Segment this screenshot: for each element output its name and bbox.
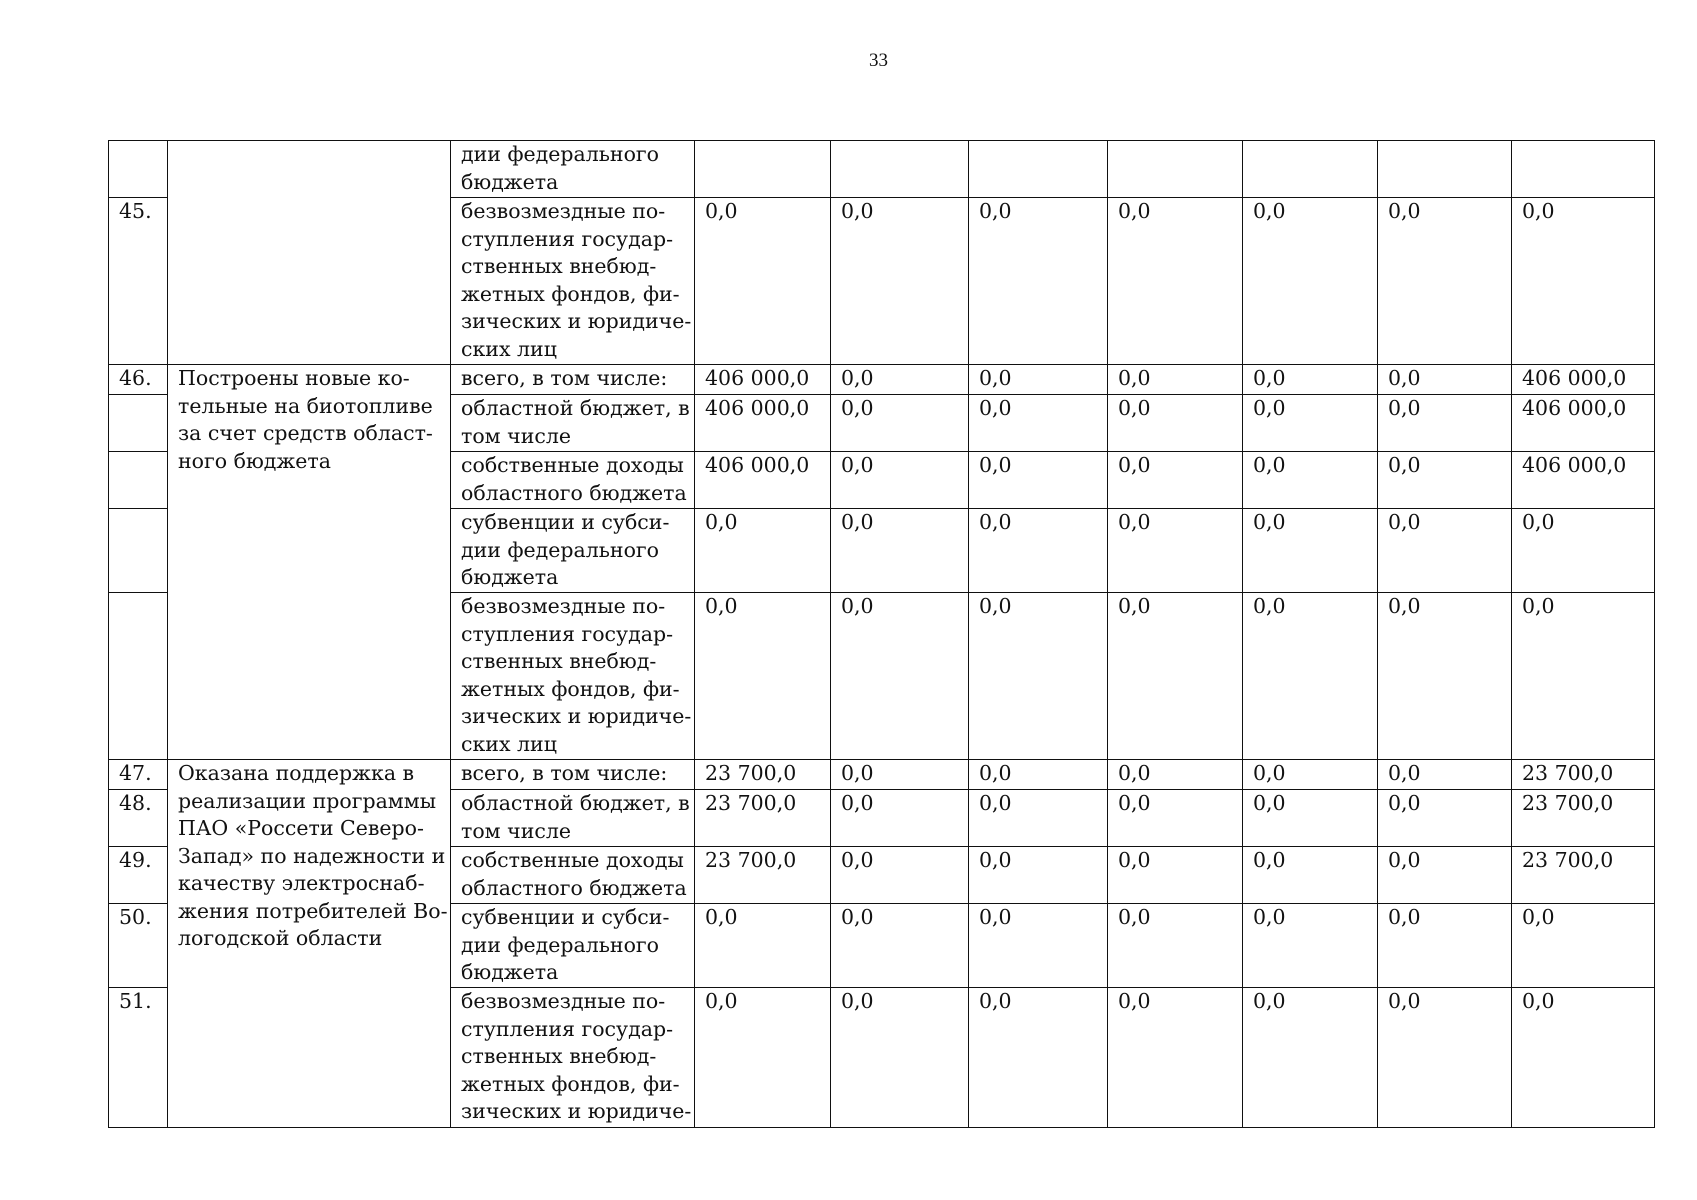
funding-source-cell [451,509,695,593]
amount-cell: 0,0 [1108,904,1243,988]
amount-cell: 0,0 [1243,395,1378,452]
amount-cell: 0,0 [695,198,831,365]
amount-cell: 0,0 [695,988,831,1128]
row-number-cell: 45. [109,198,168,365]
amount-cell: 406 000,0 [695,452,831,509]
text-line: за счет средств област- [178,421,433,445]
text-line: бюджета [461,169,559,194]
funding-source-cell [451,365,695,395]
text-line: безвозмездные по- [461,989,666,1013]
row-number-cell: 46. [109,365,168,395]
text-line: Запад» по надежности и [178,843,446,868]
text-line: ного бюджета [178,448,331,473]
amount-cell: 0,0 [1378,790,1512,847]
amount-cell: 0,0 [831,452,969,509]
text-line: дии федерального [461,142,660,166]
amount-cell [695,141,831,198]
amount-cell [1243,141,1378,198]
amount-cell: 0,0 [1512,198,1655,365]
text-line: том числе [461,423,571,448]
funding-source-cell [451,988,695,1128]
amount-cell: 0,0 [1243,198,1378,365]
amount-cell: 0,0 [1243,760,1378,790]
text-line: собственные доходы [461,453,684,477]
amount-cell: 0,0 [1378,395,1512,452]
activity-description-cell [168,141,451,365]
amount-cell: 0,0 [1108,365,1243,395]
amount-cell: 0,0 [1243,593,1378,760]
amount-cell: 0,0 [831,988,969,1128]
row-number-cell [109,593,168,760]
amount-cell: 0,0 [1243,904,1378,988]
amount-cell: 0,0 [1108,790,1243,847]
amount-cell [969,141,1108,198]
funding-source-cell [451,760,695,790]
amount-cell: 0,0 [969,198,1108,365]
amount-cell: 406 000,0 [695,395,831,452]
funding-source-cell [451,847,695,904]
amount-cell: 23 700,0 [1512,847,1655,904]
text-line: ПАО «Россети Северо- [178,816,424,840]
amount-cell: 0,0 [969,593,1108,760]
amount-cell: 406 000,0 [1512,395,1655,452]
amount-cell: 406 000,0 [695,365,831,395]
text-line: жетных фондов, фи- [461,1071,680,1096]
amount-cell: 0,0 [1512,593,1655,760]
amount-cell: 0,0 [831,365,969,395]
text-line: субвенции и субси- [461,905,670,929]
text-line: бюджета [461,565,559,589]
amount-cell: 0,0 [831,760,969,790]
funding-source-cell [451,198,695,365]
amount-cell: 0,0 [969,365,1108,395]
text-line: зических и юридиче- [461,309,692,333]
text-line: тельные на биотопливе [178,393,433,418]
text-line: областного бюджета [461,875,687,900]
row-number-cell: 48. [109,790,168,847]
text-line: жения потребителей Во- [178,898,448,923]
text-line: Построены новые ко- [178,366,410,390]
amount-cell: 406 000,0 [1512,365,1655,395]
amount-cell: 0,0 [1378,509,1512,593]
amount-cell: 0,0 [1243,847,1378,904]
page-number: 33 [869,50,888,71]
text-line: областной бюджет, в [461,396,690,420]
text-line: безвозмездные по- [461,199,666,223]
amount-cell [1378,141,1512,198]
amount-cell: 0,0 [1108,198,1243,365]
row-number-cell [109,141,168,198]
text-line: субвенции и субси- [461,510,670,534]
text-line: ступления государ- [461,226,673,251]
table-body [109,141,1655,1128]
amount-cell: 0,0 [1108,847,1243,904]
budget-table [108,140,1655,1128]
amount-cell: 0,0 [1378,198,1512,365]
amount-cell: 0,0 [1512,509,1655,593]
text-line: всего, в том числе: [461,761,668,785]
text-line: безвозмездные по- [461,594,666,618]
text-line: жетных фондов, фи- [461,281,680,306]
amount-cell: 0,0 [1243,790,1378,847]
amount-cell: 0,0 [969,452,1108,509]
amount-cell: 0,0 [1378,904,1512,988]
amount-cell: 0,0 [1378,988,1512,1128]
text-line: жетных фондов, фи- [461,676,680,701]
text-line: областного бюджета [461,480,687,505]
amount-cell: 0,0 [1512,904,1655,988]
text-line: Оказана поддержка в [178,761,415,785]
amount-cell: 0,0 [695,904,831,988]
amount-cell: 0,0 [969,988,1108,1128]
text-line: ступления государ- [461,1016,673,1041]
amount-cell: 0,0 [1108,988,1243,1128]
text-line: логодской области [178,926,383,950]
activity-description-cell [168,760,451,1128]
amount-cell [1512,141,1655,198]
amount-cell: 0,0 [831,198,969,365]
text-line: зических и юридиче- [461,1099,692,1123]
amount-cell: 0,0 [831,790,969,847]
amount-cell: 0,0 [1512,988,1655,1128]
amount-cell: 0,0 [1108,452,1243,509]
amount-cell: 0,0 [1108,509,1243,593]
text-line: ступления государ- [461,621,673,646]
table-row [109,760,1655,790]
text-line: ственных внебюд- [461,1044,657,1068]
amount-cell [831,141,969,198]
text-line: ственных внебюд- [461,254,657,278]
row-number-cell [109,452,168,509]
text-line: всего, в том числе: [461,366,668,390]
amount-cell: 0,0 [969,509,1108,593]
row-number-cell: 49. [109,847,168,904]
amount-cell: 0,0 [969,395,1108,452]
amount-cell: 0,0 [1378,452,1512,509]
amount-cell: 0,0 [969,904,1108,988]
funding-source-cell [451,141,695,198]
amount-cell: 0,0 [1243,452,1378,509]
text-line: областной бюджет, в [461,791,690,815]
table-row [109,365,1655,395]
amount-cell: 23 700,0 [695,790,831,847]
text-line: собственные доходы [461,848,684,872]
text-line: качеству электроснаб- [178,871,425,895]
amount-cell: 0,0 [1243,365,1378,395]
amount-cell: 0,0 [969,847,1108,904]
funding-source-cell [451,452,695,509]
amount-cell: 23 700,0 [695,847,831,904]
amount-cell: 0,0 [695,593,831,760]
amount-cell: 0,0 [1243,988,1378,1128]
text-line: дии федерального [461,932,660,957]
text-line: ских лиц [461,731,557,756]
amount-cell: 0,0 [1378,593,1512,760]
activity-description-cell [168,365,451,760]
row-number-cell: 50. [109,904,168,988]
text-line: ственных внебюд- [461,649,657,673]
funding-source-cell [451,904,695,988]
text-line: бюджета [461,960,559,984]
funding-source-cell [451,593,695,760]
amount-cell [1108,141,1243,198]
amount-cell: 0,0 [1378,760,1512,790]
row-number-cell: 51. [109,988,168,1128]
text-line: ских лиц [461,336,557,361]
text-line: реализации программы [178,788,437,813]
table-row [109,141,1655,198]
row-number-cell [109,509,168,593]
amount-cell: 0,0 [831,509,969,593]
amount-cell: 406 000,0 [1512,452,1655,509]
amount-cell: 23 700,0 [695,760,831,790]
amount-cell: 0,0 [695,509,831,593]
funding-source-cell [451,790,695,847]
text-line: дии федерального [461,537,660,562]
row-number-cell: 47. [109,760,168,790]
amount-cell: 0,0 [1378,847,1512,904]
amount-cell: 0,0 [969,760,1108,790]
text-line: зических и юридиче- [461,704,692,728]
amount-cell: 0,0 [1108,760,1243,790]
amount-cell: 0,0 [969,790,1108,847]
amount-cell: 0,0 [831,593,969,760]
amount-cell: 23 700,0 [1512,760,1655,790]
amount-cell: 0,0 [831,904,969,988]
amount-cell: 0,0 [1108,395,1243,452]
amount-cell: 0,0 [1378,365,1512,395]
amount-cell: 0,0 [1108,593,1243,760]
amount-cell: 23 700,0 [1512,790,1655,847]
text-line: том числе [461,818,571,843]
amount-cell: 0,0 [831,847,969,904]
amount-cell: 0,0 [831,395,969,452]
row-number-cell [109,395,168,452]
amount-cell: 0,0 [1243,509,1378,593]
funding-source-cell [451,395,695,452]
